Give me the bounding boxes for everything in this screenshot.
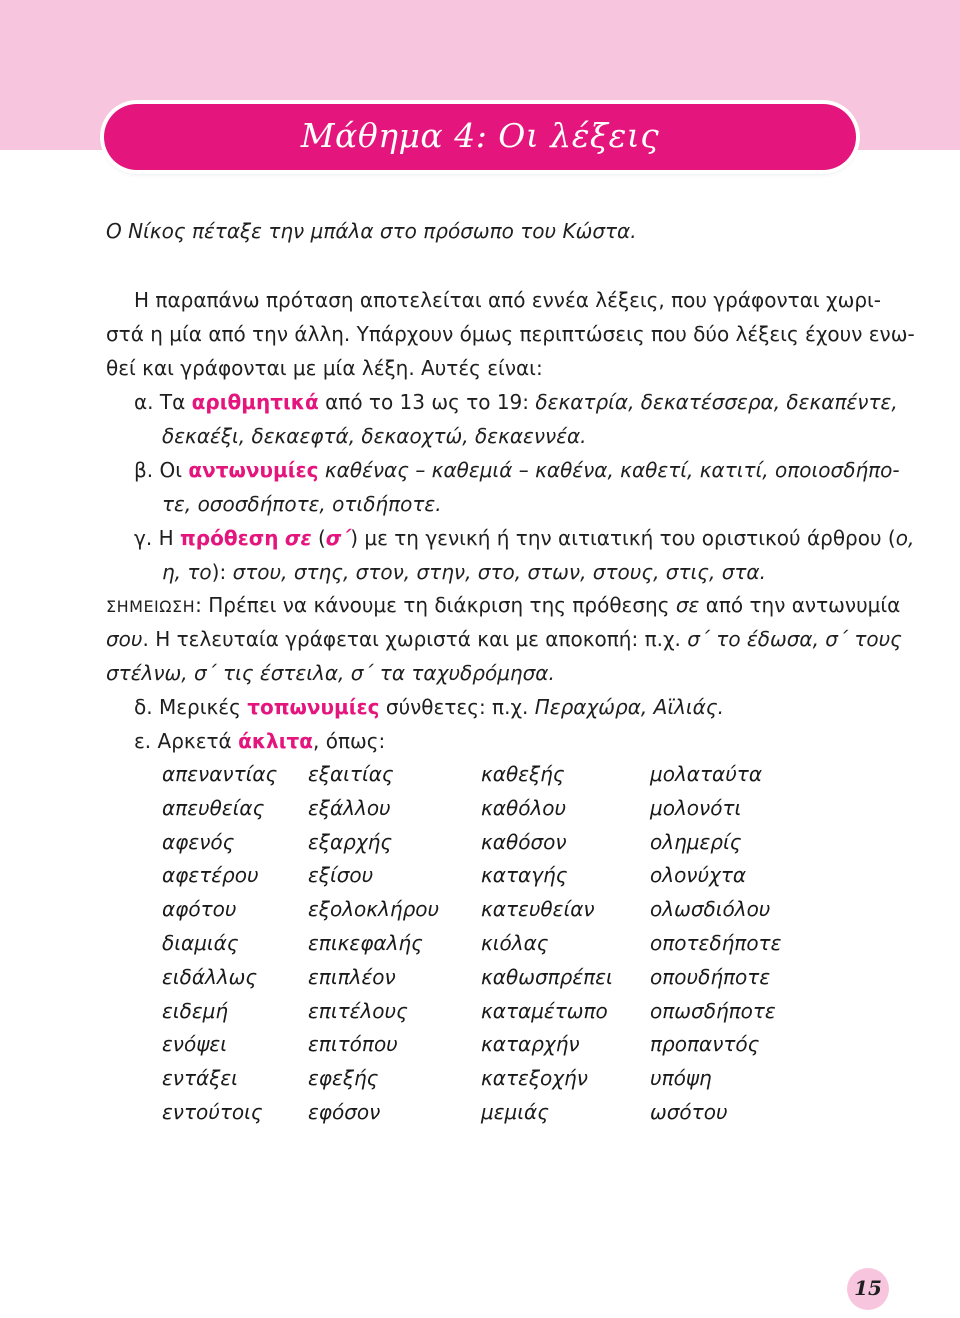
item-e-pre: Αρκετά xyxy=(157,729,232,753)
item-a-line-1 xyxy=(134,390,898,414)
item-b-marker: β. xyxy=(134,458,154,482)
item-c-marker: γ. xyxy=(134,526,153,550)
list-item: εξάλλου xyxy=(308,795,391,820)
list-item: εξολοκλήρου xyxy=(308,897,440,922)
item-b-term: αντωνυμίες xyxy=(188,458,319,482)
item-e-line xyxy=(134,729,385,753)
note-line2-word: σου xyxy=(106,627,143,651)
note-line1-pre: : Πρέπει να κάνουμε τη διάκριση της πρόθεσης xyxy=(195,593,670,617)
list-item: μεμιάς xyxy=(481,1099,549,1124)
item-a-pre: Τα xyxy=(159,390,186,414)
list-item: κατευθείαν xyxy=(481,897,595,922)
item-a-examples-2: δεκαέξι, δεκαεφτά, δεκαοχτώ, δεκαεννέα. xyxy=(162,424,587,448)
paragraph-line-1: Η παραπάνω πρόταση αποτελείται από εννέα λέξεις, που γράφονται χωρι- xyxy=(134,288,881,312)
item-e-term: άκλιτα xyxy=(238,729,313,753)
list-item: κατεξοχήν xyxy=(481,1066,588,1091)
list-item: καθωσπρέπει xyxy=(481,964,613,989)
list-item: μολαταύτα xyxy=(650,762,763,786)
item-c-term: πρόθεση xyxy=(179,526,279,550)
item-c-term-apost: σ΄ xyxy=(325,526,351,550)
item-a-examples-1: δεκατρία, δεκατέσσερα, δεκαπέντε, xyxy=(535,390,898,414)
list-item: αφότου xyxy=(162,897,237,922)
note-label: ΣΗΜΕΙΩΣΗ xyxy=(106,597,196,616)
list-item: ειδεμή xyxy=(162,998,229,1023)
list-item: εφεξής xyxy=(308,1066,379,1091)
item-c-line-2 xyxy=(162,560,766,584)
item-c-examples: στου, στης, στον, στην, στο, στων, στους, στις, στα. xyxy=(232,560,766,584)
list-item: εξίσου xyxy=(308,863,374,888)
list-item: υπόψη xyxy=(650,1066,712,1091)
example-sentence: Ο Νίκος πέταξε την μπάλα στο πρόσωπο του Κώστα. xyxy=(106,219,637,243)
note-line-2 xyxy=(106,627,902,651)
item-c-pre: Η xyxy=(158,526,174,550)
item-a-mid: από το 13 ως το 19: xyxy=(325,390,530,414)
word-column-2 xyxy=(308,762,439,1134)
list-item: ενόψει xyxy=(162,1032,227,1057)
list-item: επιτέλους xyxy=(308,998,408,1023)
item-c-close: ): xyxy=(211,560,227,584)
list-item: διαμιάς xyxy=(162,930,239,955)
item-c-paren-open: ( xyxy=(317,526,326,550)
paragraph-line-2: στά η μία από την άλλη. Υπάρχουν όμως περιπτώσεις που δύο λέξεις έχουν ενω- xyxy=(106,322,915,346)
list-item: καθεξής xyxy=(481,762,565,786)
list-item: οπωσδήποτε xyxy=(650,998,776,1023)
item-c-line-1 xyxy=(134,526,914,550)
word-column-1 xyxy=(162,762,277,1134)
list-item: ολημερίς xyxy=(650,829,742,854)
word-column-3 xyxy=(481,762,613,1134)
list-item: εφόσον xyxy=(308,1099,381,1124)
note-line1-post: από την αντωνυμία xyxy=(705,593,901,617)
list-item: ωσότου xyxy=(650,1099,728,1124)
list-item: απευθείας xyxy=(162,795,265,820)
list-item: εξαρχής xyxy=(308,829,393,854)
list-item: εξαιτίας xyxy=(308,762,394,786)
item-b-pre: Οι xyxy=(159,458,182,482)
list-item: μολονότι xyxy=(650,795,742,820)
note-line2-examples: σ΄ το έδωσα, σ΄ τους xyxy=(687,627,902,651)
item-d-marker: δ. xyxy=(134,695,153,719)
list-item: οποτεδήποτε xyxy=(650,930,782,955)
list-item: καταμέτωπο xyxy=(481,998,608,1023)
item-c-mid: με τη γενική ή την αιτιατική του οριστικού άρθρου ( xyxy=(364,526,896,550)
note-line2-mid: . Η τελευταία γράφεται χωριστά και με αποκοπή: π.χ. xyxy=(142,627,681,651)
list-item: καθόσον xyxy=(481,829,567,854)
page-number-badge xyxy=(847,1268,889,1310)
list-item: εντάξει xyxy=(162,1066,238,1091)
item-b-examples-1: καθένας – καθεμιά – καθένα, καθετί, κατιτί, οποιοσδήπο- xyxy=(324,458,900,482)
list-item: καταγής xyxy=(481,863,568,888)
item-c-term-word: σε xyxy=(284,526,312,550)
list-item: εντούτοις xyxy=(162,1099,263,1124)
item-e-marker: ε. xyxy=(134,729,152,753)
list-item: οπουδήποτε xyxy=(650,964,771,989)
list-item: επικεφαλής xyxy=(308,930,423,955)
item-b-examples-2: τε, οσοσδήποτε, οτιδήποτε. xyxy=(162,492,442,516)
note-line-3: στέλνω, σ΄ τις έστειλα, σ΄ τα ταχυδρόμησα. xyxy=(106,661,555,685)
item-e-post: , όπως: xyxy=(313,729,386,753)
item-d-mid: σύνθετες: π.χ. xyxy=(385,695,529,719)
word-column-4 xyxy=(650,762,781,1134)
item-a-term: αριθμητικά xyxy=(191,390,319,414)
item-a-marker: α. xyxy=(134,390,154,414)
paragraph-line-3: θεί και γράφονται με μία λέξη. Αυτές είναι: xyxy=(106,356,543,380)
list-item: αφετέρου xyxy=(162,863,259,888)
item-c-paren-close: ) xyxy=(350,526,359,550)
item-d-pre: Μερικές xyxy=(158,695,241,719)
list-item: καταρχήν xyxy=(481,1032,580,1057)
page-title: Μάθημα 4: Οι λέξεις xyxy=(300,116,660,155)
list-item: προπαντός xyxy=(650,1032,760,1057)
note-line-1 xyxy=(106,593,900,619)
list-item: αφενός xyxy=(162,829,235,854)
list-item: επιπλέον xyxy=(308,964,396,989)
list-item: επιτόπου xyxy=(308,1032,398,1057)
list-item: απεναντίας xyxy=(162,762,278,786)
list-item: ολωσδιόλου xyxy=(650,897,771,922)
list-item: καθόλου xyxy=(481,795,567,820)
item-d-term: τοπωνυμίες xyxy=(247,695,380,719)
list-item: κιόλας xyxy=(481,930,549,955)
item-d-line xyxy=(134,695,724,719)
item-b-line-1 xyxy=(134,458,900,482)
item-c-articles-2: η, το xyxy=(162,560,212,584)
item-c-articles-1: ο, xyxy=(895,526,915,550)
title-bar xyxy=(104,104,856,170)
item-d-examples: Περαχώρα, Αϊλιάς. xyxy=(534,695,724,719)
list-item: ειδάλλως xyxy=(162,964,258,989)
page-number: 15 xyxy=(854,1276,882,1300)
list-item: ολονύχτα xyxy=(650,863,747,888)
note-line1-word: σε xyxy=(675,593,700,617)
